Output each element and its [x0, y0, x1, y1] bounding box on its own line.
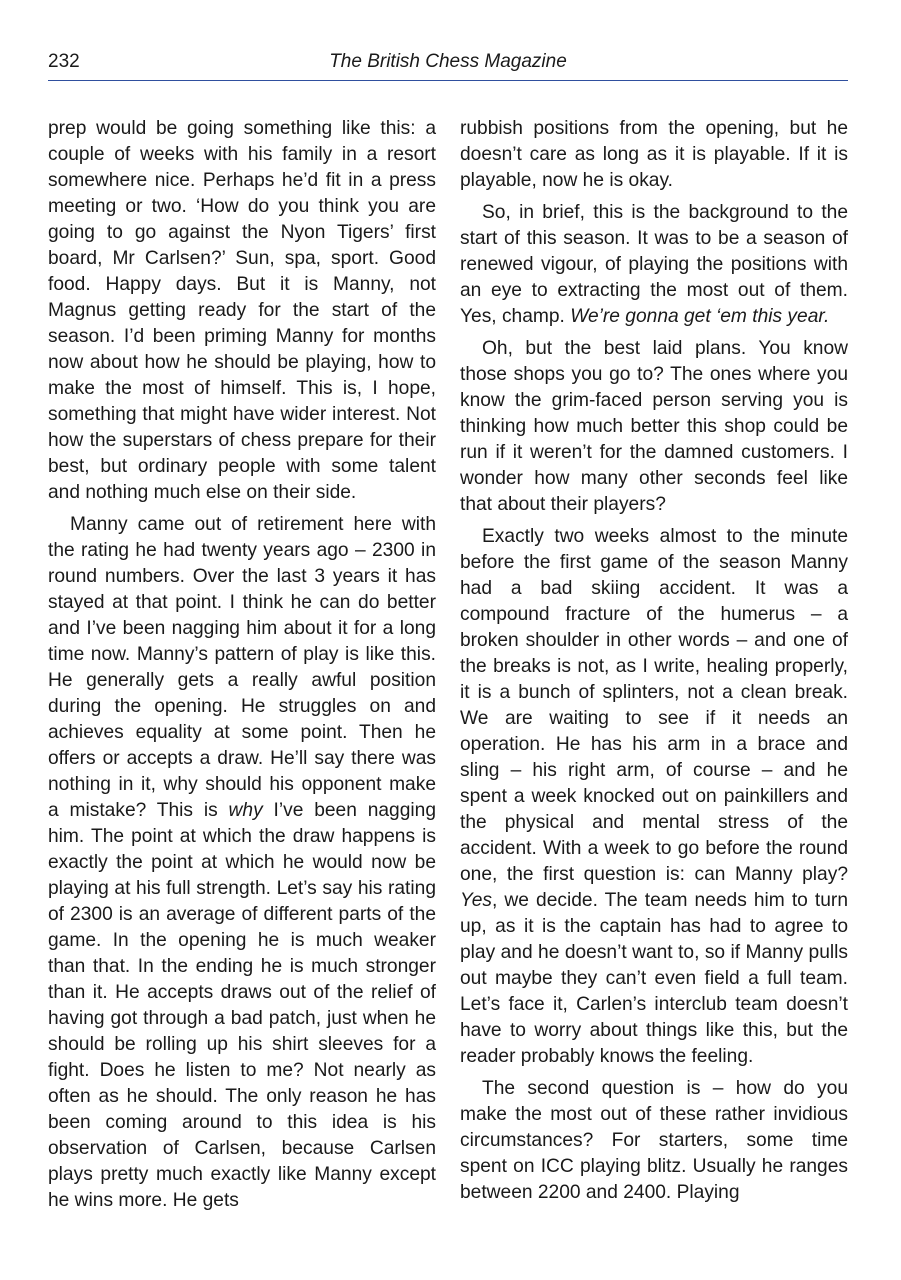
- emphasis: We’re gonna get ‘em this year.: [570, 306, 830, 327]
- publication-title: The British Chess Magazine: [329, 51, 567, 72]
- running-header: [48, 50, 848, 81]
- page-number: 232: [48, 51, 80, 72]
- paragraph: Exactly two weeks almost to the minute before the first game of the season Manny had a bad skiing accident. It was a compound fracture of the humerus – a broken shoulder in other words – and one of the breaks is not, as I write, healing properly, it is a bunch of splinters, not a clean break. We are waiting to see if it needs an operation. He has his arm in a brace and sling – his right arm, of course – and he spent a week knocked out on painkillers and the physical and mental stress of the accident. With a week to go before the round one, the first question is: can Manny play? Yes, we decide. The team needs him to turn up, as it is the captain has had to agree to play and he doesn’t want to, so if Manny pulls out maybe they can’t even field a full team. Let’s face it, Carlen’s interclub team doesn’t have to worry about things like this, but the reader probably knows the feeling.: [460, 526, 848, 1067]
- emphasis: Yes: [460, 890, 493, 911]
- paragraph: So, in brief, this is the background to the start of this season. It was to be a season of renewed vigour, of playing the positions with an eye to extracting the most out of them. Yes, champ. We’re gonna get ‘em this year.: [460, 202, 848, 327]
- paragraph: rubbish positions from the opening, but he doesn’t care as long as it is playable. If it is playable, now he is okay.: [460, 118, 848, 191]
- right-column: [460, 116, 848, 1206]
- emphasis: why: [228, 800, 263, 821]
- paragraph: prep would be going something like this: a couple of weeks with his family in a resort somewhere nice. Perhaps he’d fit in a press meeting or two. ‘How do you think you are going to go against the Nyon Tigers’ first board, Mr Carlsen?’ Sun, spa, sport. Good food. Happy days. But it is Manny, not Magnus getting ready for the start of the season. I’d been priming Manny for months now about how he should be playing, how to make the most of himself. This is, I hope, something that might have wider interest. Not how the superstars of chess prepare for their best, but ordinary people with some talent and nothing much else on their side.: [48, 118, 436, 503]
- paragraph: Manny came out of retirement here with the rating he had twenty years ago – 2300 in round numbers. Over the last 3 years it has stayed at that point. I think he can do better and I’ve been nagging him about it for a long time now. Manny’s pattern of play is like this. He generally gets a really awful position during the opening. He struggles on and achieves equality at some point. Then he offers or accepts a draw. He’ll say there was nothing in it, why should his opponent make a mistake? This is why I’ve been nagging him. The point at which the draw happens is exactly the point at which he would now be playing at his full strength. Let’s say his rating of 2300 is an average of different parts of the game. In the opening he is much weaker than that. In the ending he is much stronger than it. He accepts draws out of the relief of having got through a bad patch, just when he should be rolling up his shirt sleeves for a fight. Does he listen to me? Not nearly as often as he should. The only reason he has been coming around to this idea is his observation of Carlsen, because Carlsen plays pretty much exactly like Manny except he wins more. He gets: [48, 514, 437, 1211]
- left-column: [48, 116, 436, 1214]
- paragraph: The second question is – how do you make the most out of these rather invidious circumstances? For starters, some time spent on ICC playing blitz. Usually he ranges between 2200 and 2400. Playing: [460, 1078, 848, 1203]
- paragraph: Oh, but the best laid plans. You know those shops you go to? The ones where you know the grim-faced person serving you is thinking how much better this shop could be run if it weren’t for the damned customers. I wonder how many other seconds feel like that about their players?: [460, 338, 848, 515]
